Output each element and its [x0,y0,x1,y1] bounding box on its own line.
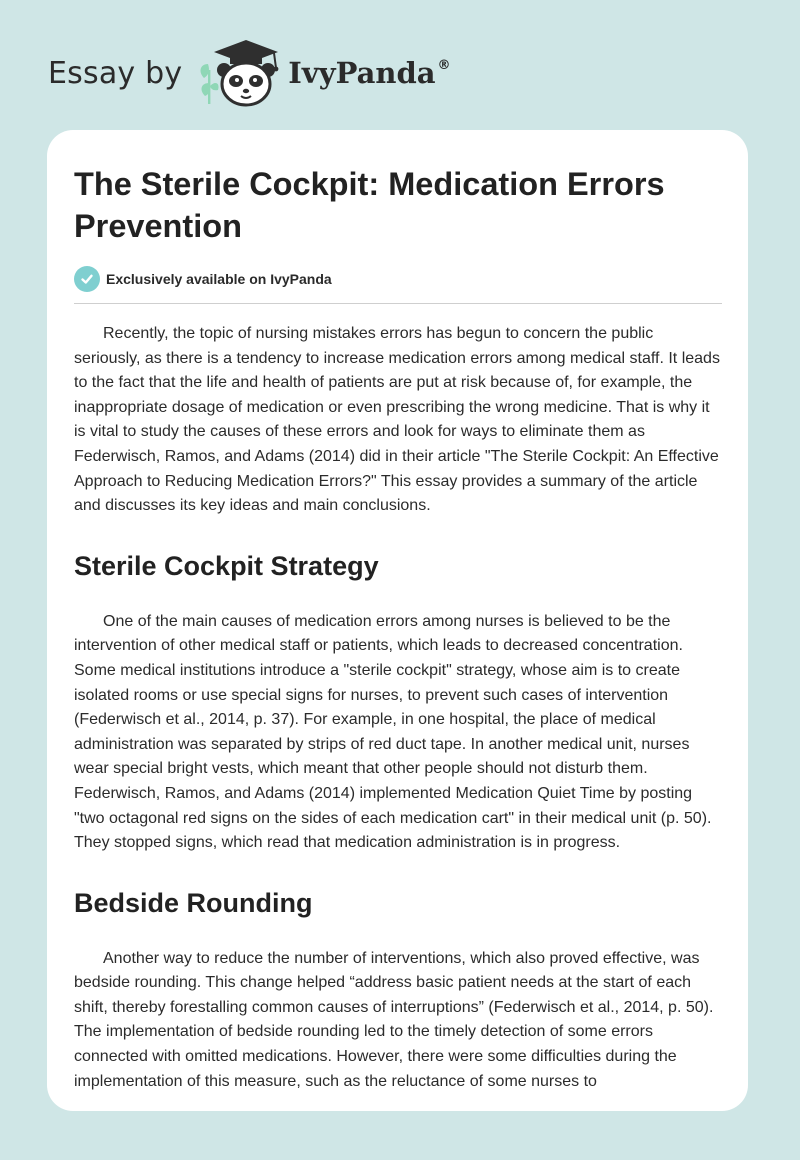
intro-paragraph: Recently, the topic of nursing mistakes errors has begun to concern the public seriously, as there is a tendency to increase medication errors among medical staff. It leads to the fact that the life and health of patients are put at risk because of, for example, the inappropriate dosage of medication or even prescribing the wrong medicine. That is why it is vital to study the causes of these errors and look for ways to eliminate them as Federwisch, Ramos, and Adams (2014) did in their article "The Sterile Cockpit: An Effective Approach to Reducing Medication Errors?" This essay provides a summary of the article and discusses its key ideas and main conclusions. [74,325,720,515]
essay-card [47,130,748,1111]
section-paragraph-sterile-cockpit: One of the main causes of medication errors among nurses is believed to be the intervention of other medical staff or patients, which leads to decreased concentration. Some medical institutions introduce a "sterile cockpit" strategy, whose aim is to create isolated rooms or use special signs for nurses, to prevent such cases of intervention (Federwisch et al., 2014, p. 37). For example, in one hospital, the place of medical administration was separated by strips of red duct tape. In another medical unit, nurses wear special bright vests, which meant that other people should not disturb them. Federwisch, Ramos, and Adams (2014) implemented Medication Quiet Time by posting "two octagonal red signs on the sides of each medication cart" in their medical unit (p. 50). They stopped signs, which read that medication administration is in progress. [74,612,712,852]
registered-mark: ® [437,58,451,73]
checkmark-icon [74,266,100,292]
section-heading-bedside-rounding: Bedside Rounding [74,887,313,918]
panda-logo-icon[interactable] [196,34,288,113]
essay-by-label: Essay by [48,55,183,91]
exclusive-label: Exclusively available on IvyPanda [106,271,332,287]
brand-name: IvyPanda [288,56,436,90]
site-header [48,36,451,110]
section-heading-sterile-cockpit: Sterile Cockpit Strategy [74,550,379,581]
divider [74,303,722,304]
brand-logo[interactable] [288,56,450,90]
exclusive-badge [74,265,721,293]
section-paragraph-bedside-rounding: Another way to reduce the number of interventions, which also proved effective, was bedside rounding. This change helped “address basic patient needs at the start of each shift, thereby forestalling common causes of interruptions” (Federwisch et al., 2014, p. 50). The implementation of bedside rounding led to the timely detection of some errors connected with omitted medications. However, there were some difficulties during the implementation of this measure, such as the reluctance of some nurses to [74,949,714,1090]
essay-title: The Sterile Cockpit: Medication Errors Prevention [74,166,665,244]
